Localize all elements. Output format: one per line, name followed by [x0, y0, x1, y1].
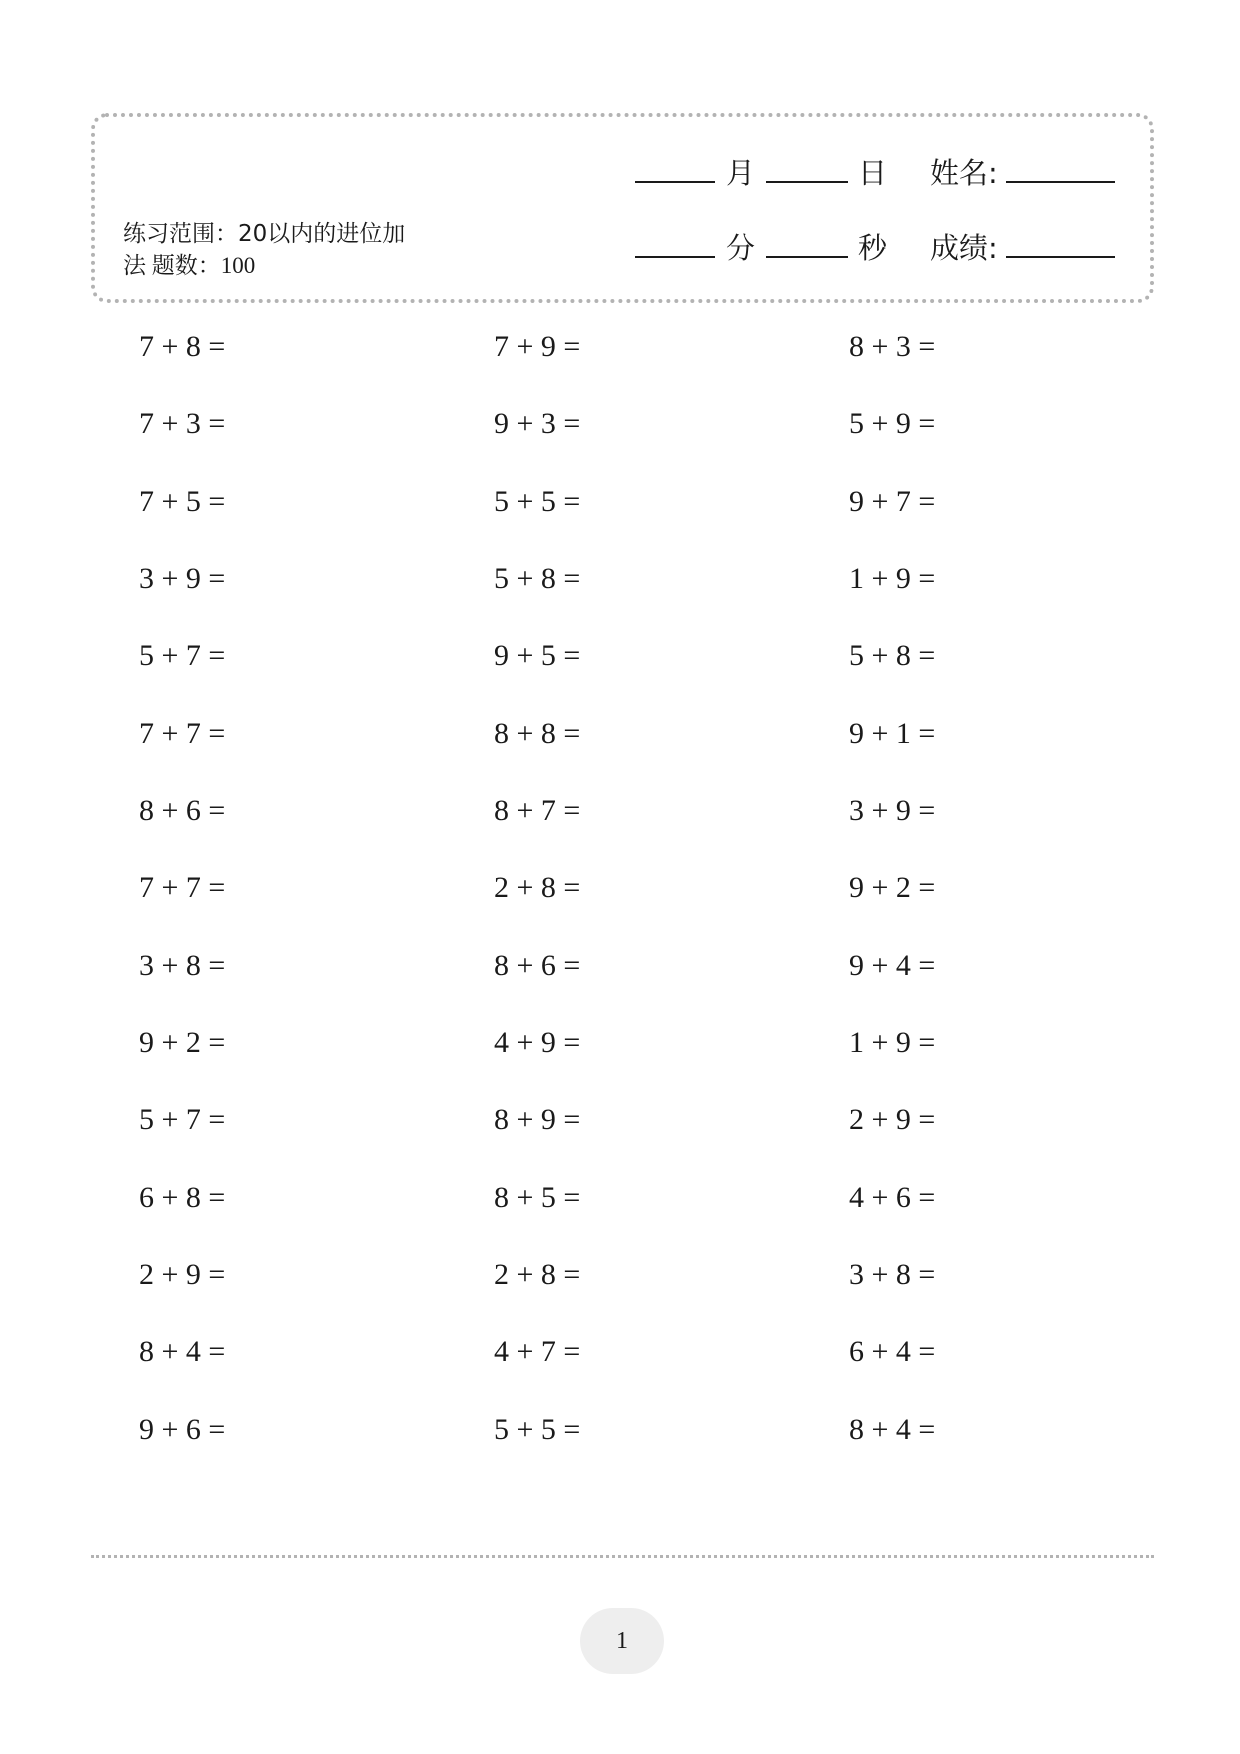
problem-c1-r11: 5 + 7 =: [139, 1103, 226, 1136]
problem-c3-r8: 9 + 2 =: [849, 871, 936, 904]
problem-c3-r7: 3 + 9 =: [849, 794, 936, 827]
month-label: 月: [726, 156, 756, 190]
practice-range-line1: 练习范围：20以内的进位加: [123, 221, 406, 247]
problem-c3-r9: 9 + 4 =: [849, 949, 936, 982]
problem-c1-r2: 7 + 3 =: [139, 407, 226, 440]
name-label: 姓名:: [930, 156, 998, 190]
minute-label: 分: [726, 231, 756, 265]
score-label: 成绩:: [930, 231, 998, 265]
problem-c2-r4: 5 + 8 =: [494, 562, 581, 595]
practice-range: [123, 219, 443, 281]
problem-c1-r15: 9 + 6 =: [139, 1413, 226, 1446]
problem-c2-r7: 8 + 7 =: [494, 794, 581, 827]
problem-c1-r5: 5 + 7 =: [139, 639, 226, 672]
problem-c3-r14: 6 + 4 =: [849, 1335, 936, 1368]
minute-blank[interactable]: [635, 256, 715, 258]
problem-c1-r4: 3 + 9 =: [139, 562, 226, 595]
problem-c1-r13: 2 + 9 =: [139, 1258, 226, 1291]
problem-c1-r12: 6 + 8 =: [139, 1181, 226, 1214]
problem-c3-r3: 9 + 7 =: [849, 485, 936, 518]
problem-c3-r12: 4 + 6 =: [849, 1181, 936, 1214]
problem-c3-r1: 8 + 3 =: [849, 330, 936, 363]
problem-c3-r2: 5 + 9 =: [849, 407, 936, 440]
problem-c1-r3: 7 + 5 =: [139, 485, 226, 518]
problem-c2-r14: 4 + 7 =: [494, 1335, 581, 1368]
problem-c2-r15: 5 + 5 =: [494, 1413, 581, 1446]
practice-range-line2: 法 题数：100: [123, 253, 256, 278]
problem-c2-r8: 2 + 8 =: [494, 871, 581, 904]
problem-c2-r10: 4 + 9 =: [494, 1026, 581, 1059]
problem-c3-r13: 3 + 8 =: [849, 1258, 936, 1291]
second-label: 秒: [858, 231, 888, 265]
problem-c2-r13: 2 + 8 =: [494, 1258, 581, 1291]
problem-c1-r10: 9 + 2 =: [139, 1026, 226, 1059]
problem-c2-r3: 5 + 5 =: [494, 485, 581, 518]
name-blank[interactable]: [1006, 181, 1115, 183]
problem-c2-r2: 9 + 3 =: [494, 407, 581, 440]
problem-c2-r9: 8 + 6 =: [494, 949, 581, 982]
footer-divider: [91, 1555, 1154, 1558]
problem-c1-r1: 7 + 8 =: [139, 330, 226, 363]
second-blank[interactable]: [766, 256, 848, 258]
problem-c3-r10: 1 + 9 =: [849, 1026, 936, 1059]
month-blank[interactable]: [635, 181, 715, 183]
problem-c3-r6: 9 + 1 =: [849, 717, 936, 750]
day-blank[interactable]: [766, 181, 848, 183]
problem-c2-r12: 8 + 5 =: [494, 1181, 581, 1214]
problem-c3-r4: 1 + 9 =: [849, 562, 936, 595]
problem-c1-r14: 8 + 4 =: [139, 1335, 226, 1368]
problem-c3-r15: 8 + 4 =: [849, 1413, 936, 1446]
problem-c1-r8: 7 + 7 =: [139, 871, 226, 904]
problem-c2-r1: 7 + 9 =: [494, 330, 581, 363]
problem-c1-r7: 8 + 6 =: [139, 794, 226, 827]
problem-c3-r11: 2 + 9 =: [849, 1103, 936, 1136]
problem-c2-r6: 8 + 8 =: [494, 717, 581, 750]
problem-c1-r9: 3 + 8 =: [139, 949, 226, 982]
problem-c3-r5: 5 + 8 =: [849, 639, 936, 672]
page-number: 1: [580, 1608, 664, 1674]
problem-c2-r5: 9 + 5 =: [494, 639, 581, 672]
problem-c2-r11: 8 + 9 =: [494, 1103, 581, 1136]
day-label: 日: [858, 156, 888, 190]
score-blank[interactable]: [1006, 256, 1115, 258]
problem-c1-r6: 7 + 7 =: [139, 717, 226, 750]
